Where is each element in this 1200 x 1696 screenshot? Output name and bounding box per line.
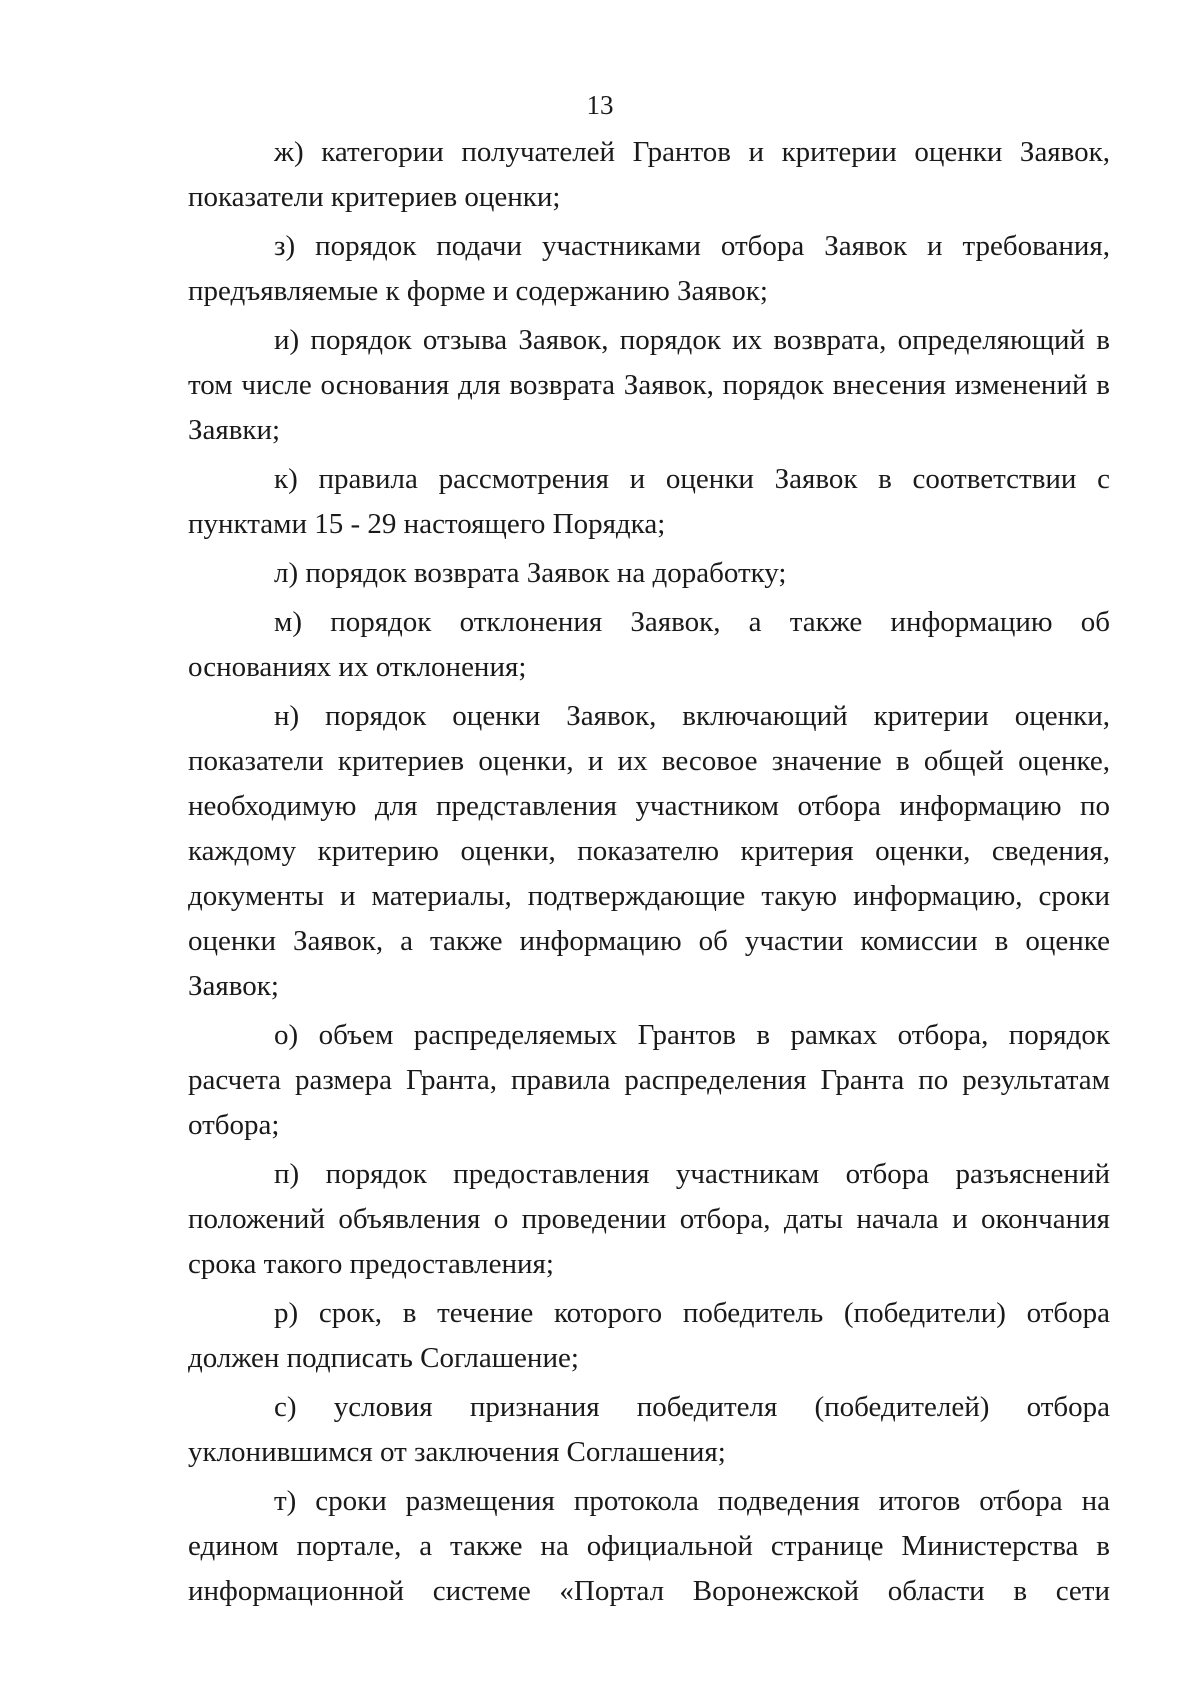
paragraph-t: т) сроки размещения протокола подведения итогов отбора на едином портале, а также на официальной странице Министерства в информационной системе «Портал Воронежской области в сети: [188, 1485, 1110, 1607]
paragraph-s: с) условия признания победителя (победителей) отбора уклонившимся от заключения Соглашения;: [188, 1391, 1110, 1468]
paragraph-k: к) правила рассмотрения и оценки Заявок в соответствии с пунктами 15 - 29 настоящего Порядка;: [188, 463, 1110, 540]
paragraph-i: и) порядок отзыва Заявок, порядок их возврата, определяющий в том числе основания для возврата Заявок, порядок внесения изменений в Заявки;: [188, 324, 1110, 446]
document-body: [188, 130, 1110, 1618]
paragraph-r: р) срок, в течение которого победитель (победители) отбора должен подписать Соглашение;: [188, 1297, 1110, 1374]
paragraph-zh: ж) категории получателей Грантов и критерии оценки Заявок, показатели критериев оценки;: [188, 136, 1110, 213]
paragraph-n: н) порядок оценки Заявок, включающий критерии оценки, показатели критериев оценки, и их весовое значение в общей оценке, необходимую для представления участником отбора информацию по каждому критерию оценки, показателю критерия оценки, сведения, документы и материалы, подтверждающие такую информацию, сроки оценки Заявок, а также информацию об участии комиссии в оценке Заявок;: [188, 700, 1110, 1002]
page-number: 13: [586, 90, 614, 120]
paragraph-p: п) порядок предоставления участникам отбора разъяснений положений объявления о проведении отбора, даты начала и окончания срока такого предоставления;: [188, 1158, 1110, 1280]
paragraph-l: л) порядок возврата Заявок на доработку;: [274, 557, 787, 589]
paragraph-z: з) порядок подачи участниками отбора Заявок и требования, предъявляемые к форме и содержанию Заявок;: [188, 230, 1110, 307]
paragraph-o: о) объем распределяемых Грантов в рамках отбора, порядок расчета размера Гранта, правила распределения Гранта по результатам отбора;: [188, 1019, 1110, 1141]
paragraph-m: м) порядок отклонения Заявок, а также информацию об основаниях их отклонения;: [188, 606, 1110, 683]
